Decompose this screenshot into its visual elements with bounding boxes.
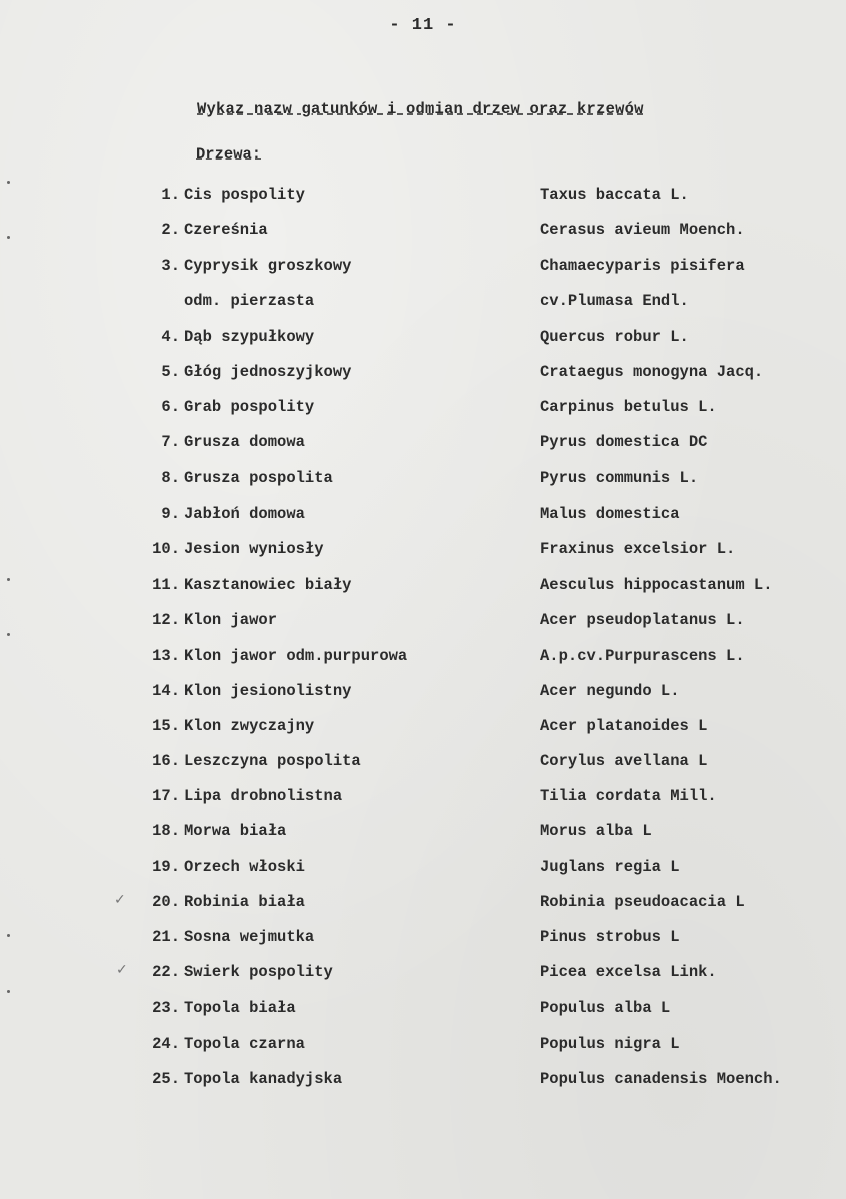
margin-dot (7, 990, 10, 993)
list-item (0, 611, 846, 635)
latin-name: Picea excelsa Link. (540, 963, 717, 981)
document-title: Wykaz nazw gatunków i odmian drzew oraz krzewów (197, 100, 644, 118)
entry-number: 23. (152, 999, 180, 1017)
polish-name: Cyprysik groszkowy (184, 257, 352, 275)
latin-name: Chamaecyparis pisifera (540, 257, 745, 275)
latin-name: Acer pseudoplatanus L. (540, 611, 745, 629)
latin-name: Acer negundo L. (540, 682, 680, 700)
polish-name: Kasztanowiec biały (184, 576, 352, 594)
polish-name: Leszczyna pospolita (184, 752, 361, 770)
entry-number: 19. (152, 858, 180, 876)
page-number: - 11 - (389, 16, 457, 35)
latin-name: Crataegus monogyna Jacq. (540, 363, 764, 381)
latin-name: Morus alba L (540, 822, 652, 840)
latin-name: Fraxinus excelsior L. (540, 540, 736, 558)
latin-name: Cerasus avieum Moench. (540, 221, 745, 239)
polish-name: Klon jawor (184, 611, 278, 629)
polish-name: Robinia biała (184, 893, 305, 911)
list-item (0, 1070, 846, 1094)
entry-number: 13. (152, 647, 180, 665)
polish-name: Morwa biała (184, 822, 287, 840)
section-heading: Drzewa: (196, 145, 262, 163)
latin-name: Quercus robur L. (540, 328, 689, 346)
latin-name: Carpinus betulus L. (540, 398, 717, 416)
polish-name: Jesion wyniosły (184, 540, 324, 558)
list-item (0, 221, 846, 245)
entry-number: 15. (152, 717, 180, 735)
latin-name: Malus domestica (540, 505, 680, 523)
polish-name: Dąb szypułkowy (184, 328, 315, 346)
entry-number: 9. (161, 505, 180, 523)
entry-number: 16. (152, 752, 180, 770)
polish-name: Głóg jednoszyjkowy (184, 363, 352, 381)
entry-number: 22. (152, 963, 180, 981)
entry-number: 10. (152, 540, 180, 558)
entry-number: 14. (152, 682, 180, 700)
polish-name: Orzech włoski (184, 858, 305, 876)
margin-dot (7, 236, 10, 239)
margin-dot (7, 181, 10, 184)
entry-number: 20. (152, 893, 180, 911)
entry-number: 3. (161, 257, 180, 275)
list-item (0, 647, 846, 671)
entry-number: 1. (161, 186, 180, 204)
list-item (0, 1035, 846, 1059)
entry-number: 11. (152, 576, 180, 594)
latin-name: Populus canadensis Moench. (540, 1070, 782, 1088)
entry-number: 2. (161, 221, 180, 239)
list-item (0, 576, 846, 600)
entry-number: 17. (152, 787, 180, 805)
polish-name: Klon jawor odm.purpurowa (184, 647, 408, 665)
latin-name: Corylus avellana L (540, 752, 708, 770)
check-mark-icon: ✓ (116, 962, 128, 978)
polish-name: Jabłoń domowa (184, 505, 305, 523)
entry-number: 7. (161, 433, 180, 451)
entry-number: 4. (161, 328, 180, 346)
list-item (0, 363, 846, 387)
entry-number: 24. (152, 1035, 180, 1053)
polish-name: Czereśnia (184, 221, 268, 239)
list-item (0, 469, 846, 493)
list-item (0, 433, 846, 457)
entry-number: 6. (161, 398, 180, 416)
latin-name: Populus nigra L (540, 1035, 680, 1053)
polish-name: Cis pospolity (184, 186, 305, 204)
list-item (0, 505, 846, 529)
list-item (0, 822, 846, 846)
polish-name: Swierk pospolity (184, 963, 333, 981)
list-item (0, 682, 846, 706)
polish-name: Sosna wejmutka (184, 928, 315, 946)
list-item (0, 328, 846, 352)
latin-name: Populus alba L (540, 999, 671, 1017)
list-item (0, 858, 846, 882)
latin-name: Pyrus communis L. (540, 469, 699, 487)
entry-number: 21. (152, 928, 180, 946)
latin-name: Taxus baccata L. (540, 186, 689, 204)
check-mark-icon: ✓ (114, 892, 126, 908)
latin-name: Acer platanoides L (540, 717, 708, 735)
list-item (0, 398, 846, 422)
list-item (0, 292, 846, 316)
latin-name: Tilia cordata Mill. (540, 787, 717, 805)
polish-name: Grusza pospolita (184, 469, 333, 487)
latin-name: Pinus strobus L (540, 928, 680, 946)
list-item (0, 540, 846, 564)
polish-name: Topola biała (184, 999, 296, 1017)
latin-name: Robinia pseudoacacia L (540, 893, 745, 911)
entry-number: 8. (161, 469, 180, 487)
polish-name: Klon zwyczajny (184, 717, 315, 735)
margin-dot (7, 934, 10, 937)
list-item (0, 893, 846, 917)
list-item (0, 752, 846, 776)
entry-number: 12. (152, 611, 180, 629)
polish-name: Lipa drobnolistna (184, 787, 343, 805)
list-item (0, 928, 846, 952)
list-item (0, 257, 846, 281)
list-item (0, 999, 846, 1023)
latin-name: cv.Plumasa Endl. (540, 292, 689, 310)
margin-dot (7, 578, 10, 581)
polish-name: Topola kanadyjska (184, 1070, 343, 1088)
list-item (0, 186, 846, 210)
latin-name: Aesculus hippocastanum L. (540, 576, 773, 594)
polish-name: Grusza domowa (184, 433, 305, 451)
latin-name: A.p.cv.Purpurascens L. (540, 647, 745, 665)
latin-name: Pyrus domestica DC (540, 433, 708, 451)
entry-number: 5. (161, 363, 180, 381)
polish-name: Grab pospolity (184, 398, 315, 416)
list-item (0, 717, 846, 741)
entry-number: 18. (152, 822, 180, 840)
polish-name: odm. pierzasta (184, 292, 315, 310)
margin-dot (7, 633, 10, 636)
polish-name: Topola czarna (184, 1035, 305, 1053)
latin-name: Juglans regia L (540, 858, 680, 876)
polish-name: Klon jesionolistny (184, 682, 352, 700)
list-item (0, 787, 846, 811)
entry-number: 25. (152, 1070, 180, 1088)
